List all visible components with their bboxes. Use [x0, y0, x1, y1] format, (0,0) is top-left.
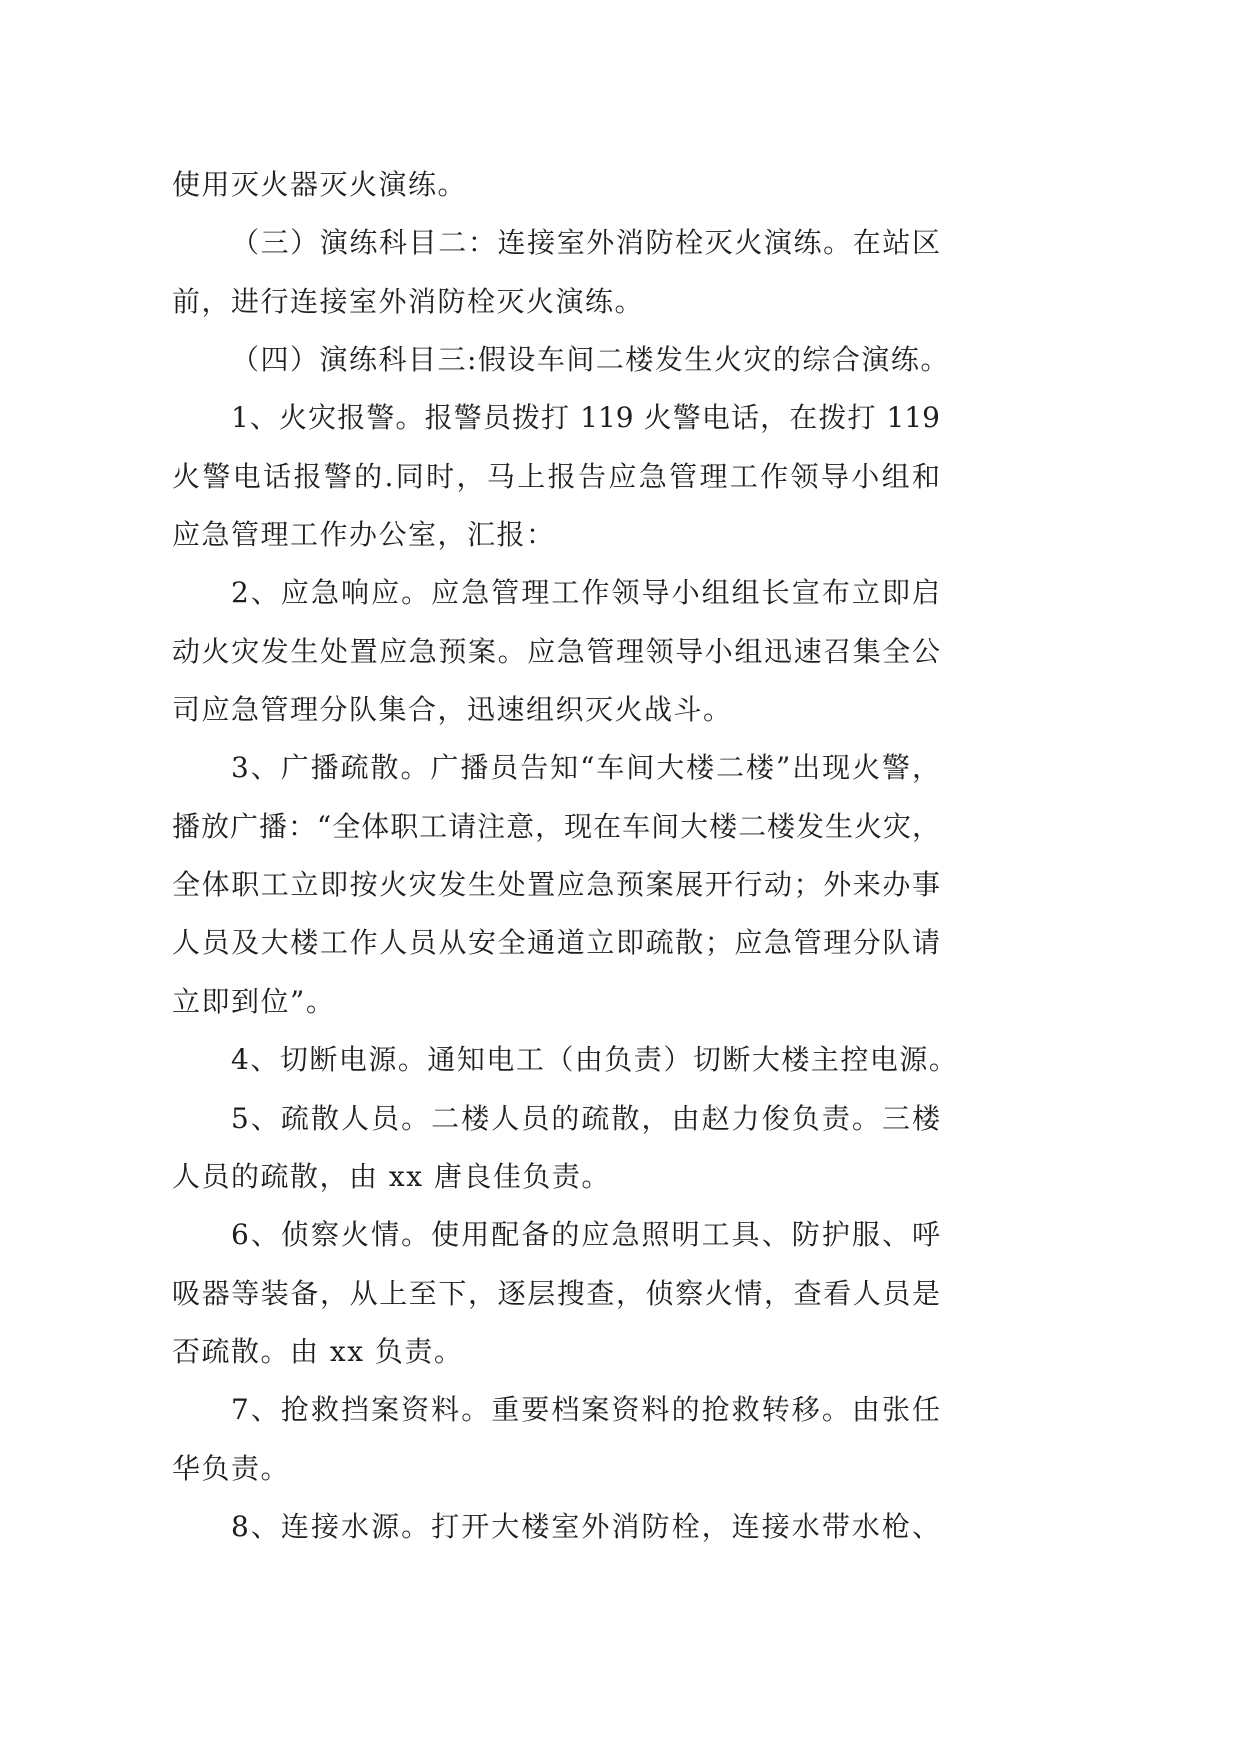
paragraph-line: 司应急管理分队集合，迅速组织灭火战斗。: [172, 693, 733, 727]
paragraph-line: 前，进行连接室外消防栓灭火演练。: [172, 284, 645, 318]
paragraph-line: （四）演练科目三:假设车间二楼发生火灾的综合演练。: [231, 343, 950, 377]
paragraph-line: 人员及大楼工作人员从安全通道立即疏散；应急管理分队请: [172, 926, 940, 960]
paragraph-line: 播放广播：“全体职工请注意，现在车间大楼二楼发生火灾，: [172, 809, 940, 843]
paragraph: [172, 1381, 940, 1498]
paragraph-line: 动火灾发生处置应急预案。应急管理领导小组迅速召集全公: [172, 634, 940, 668]
paragraph: [172, 331, 950, 389]
paragraph: [172, 739, 940, 1031]
paragraph: [172, 389, 940, 564]
paragraph: [172, 1031, 959, 1089]
paragraph-line: 火警电话报警的.同时，马上报告应急管理工作领导小组和: [172, 459, 940, 493]
paragraph-line: 吸器等装备，从上至下，逐层搜查，侦察火情，查看人员是: [172, 1276, 940, 1310]
paragraph-line: 8、连接水源。打开大楼室外消防栓，连接水带水枪、: [231, 1509, 940, 1543]
paragraph: [172, 156, 940, 214]
paragraph-line: 1、火灾报警。报警员拨打 119 火警电话，在拨打 119: [231, 401, 940, 435]
paragraph: [172, 214, 940, 331]
paragraph-line: 3、广播疏散。广播员告知“车间大楼二楼”出现火警，: [231, 751, 940, 785]
paragraph-line: 2、应急响应。应急管理工作领导小组组长宣布立即启: [231, 576, 940, 610]
paragraph-line: 7、抢救挡案资料。重要档案资料的抢救转移。由张任: [231, 1393, 940, 1427]
paragraph-line: 全体职工立即按火灾发生处置应急预案展开行动；外来办事: [172, 868, 940, 902]
paragraph-line: 6、侦察火情。使用配备的应急照明工具、防护服、呼: [231, 1218, 940, 1252]
paragraph-line: （三）演练科目二：连接室外消防栓灭火演练。在站区: [231, 226, 940, 260]
paragraph-line: 应急管理工作办公室，汇报：: [172, 518, 556, 552]
paragraph-line: 否疏散。由 xx 负责。: [172, 1334, 464, 1368]
paragraph-line: 华负责。: [172, 1451, 291, 1485]
paragraph-line: 使用灭火器灭火演练。: [172, 168, 468, 201]
paragraph: [172, 1498, 940, 1556]
body-text: [172, 156, 959, 1556]
paragraph-line: 4、切断电源。通知电工（由负责）切断大楼主控电源。: [231, 1043, 959, 1077]
paragraph: [172, 1090, 940, 1207]
paragraph: [172, 564, 940, 739]
paragraph-line: 立即到位”。: [172, 984, 336, 1018]
paragraph: [172, 1206, 940, 1381]
paragraph-line: 人员的疏散，由 xx 唐良佳负责。: [172, 1159, 611, 1193]
paragraph-line: 5、疏散人员。二楼人员的疏散，由赵力俊负责。三楼: [231, 1101, 940, 1135]
